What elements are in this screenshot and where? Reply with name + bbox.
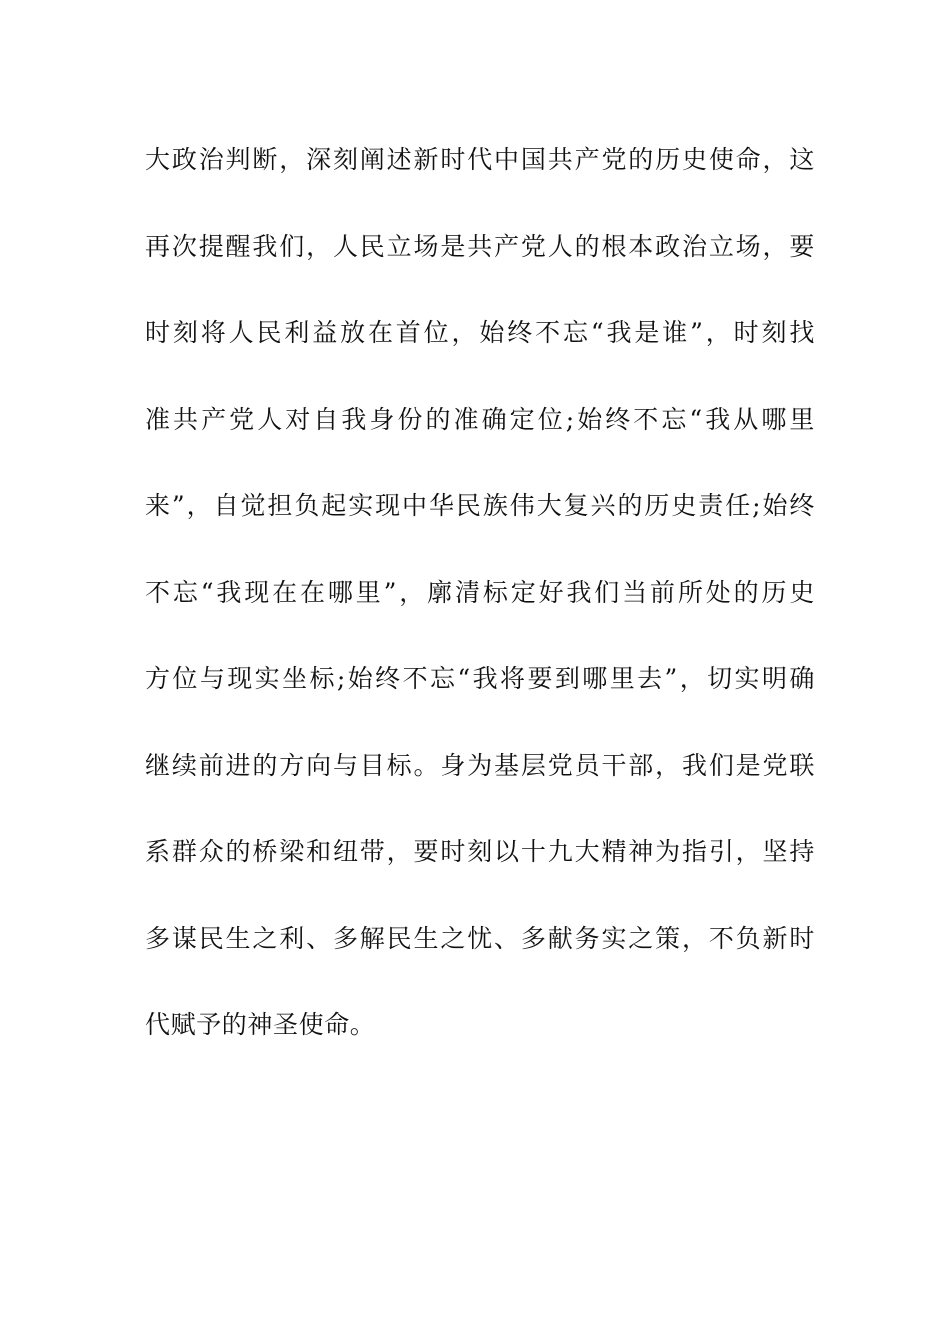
- text-line-1: 大政治判断，深刻阐述新时代中国共产党的历史使命，这: [145, 145, 815, 174]
- text-line-9: 系群众的桥梁和纽带，要时刻以十九大精神为指引，坚持: [145, 837, 815, 866]
- body-text: [145, 138, 815, 1090]
- text-line-8: 继续前进的方向与目标。身为基层党员干部，我们是党联: [145, 750, 815, 780]
- text-line-5: 来”，自觉担负起实现中华民族伟大复兴的历史责任;始终: [145, 491, 815, 520]
- text-line-3: 时刻将人民利益放在首位，始终不忘“我是谁”，时刻找: [145, 318, 815, 347]
- text-line-10: 多谋民生之利、多解民生之忧、多献务实之策，不负新时: [145, 923, 815, 953]
- text-line-6: 不忘“我现在在哪里”，廓清标定好我们当前所处的历史: [145, 577, 815, 607]
- text-line-7: 方位与现实坐标;始终不忘“我将要到哪里去”，切实明确: [145, 664, 815, 693]
- text-line-4: 准共产党人对自我身份的准确定位;始终不忘“我从哪里: [145, 404, 815, 434]
- text-line-11: 代赋予的神圣使命。: [145, 1010, 376, 1039]
- text-line-2: 再次提醒我们，人民立场是共产党人的根本政治立场，要: [145, 231, 815, 261]
